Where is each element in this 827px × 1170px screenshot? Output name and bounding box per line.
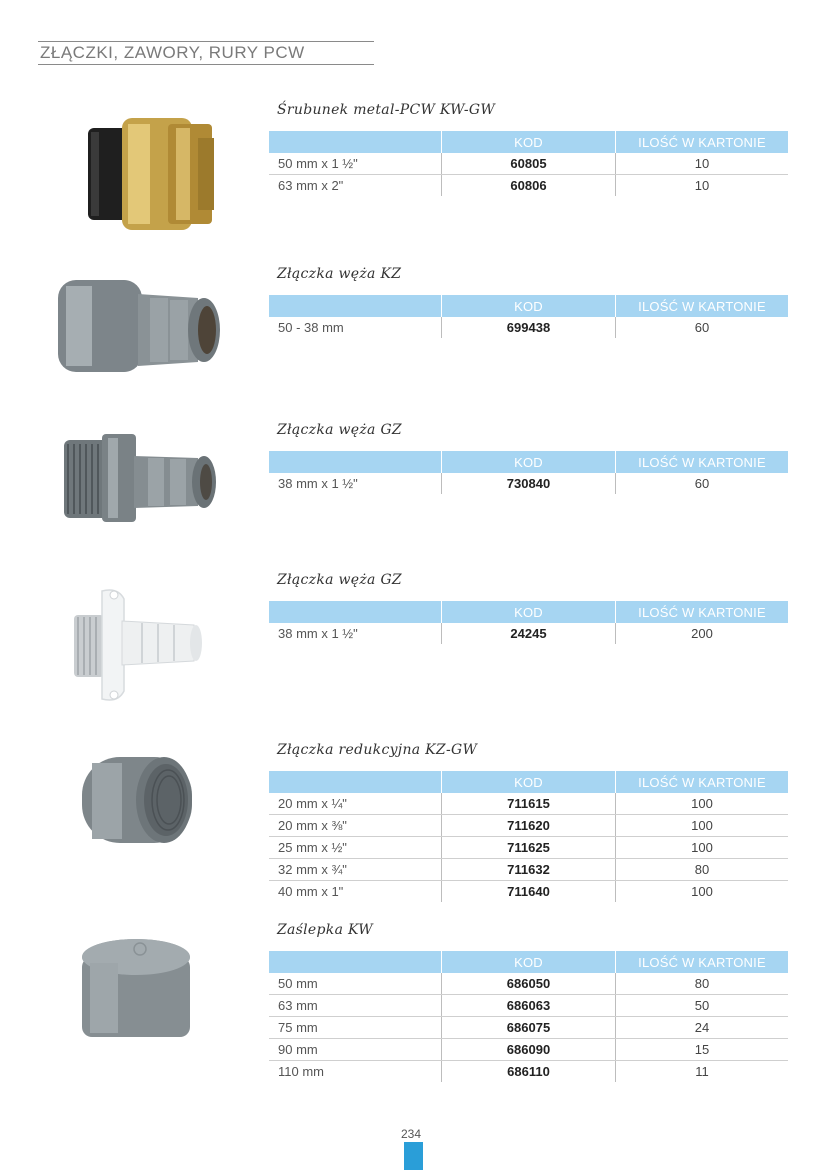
table-row	[269, 623, 788, 644]
cell-size: 38 mm x 1 ½"	[278, 626, 358, 641]
table-row	[269, 175, 788, 197]
cell-size: 50 mm x 1 ½"	[269, 153, 442, 175]
col-size	[269, 771, 442, 793]
spec-table	[269, 295, 788, 338]
page-number: 234	[401, 1127, 422, 1141]
table-row	[269, 815, 788, 837]
table-row	[269, 837, 788, 859]
table-row	[269, 473, 788, 494]
cell-qty: 50	[616, 995, 789, 1017]
spec-table	[269, 601, 788, 644]
col-code: KOD	[442, 771, 616, 793]
col-size	[269, 295, 442, 317]
cell-size: 63 mm x 2"	[278, 178, 344, 193]
col-qty: ILOŚĆ W KARTONIE	[616, 295, 789, 317]
spec-table	[269, 771, 788, 902]
table-row	[269, 973, 788, 995]
col-qty: ILOŚĆ W KARTONIE	[616, 451, 789, 473]
cell-size: 110 mm	[278, 1064, 324, 1079]
cell-code: 60806	[442, 175, 616, 197]
table-row	[269, 1039, 788, 1061]
cell-qty: 15	[616, 1039, 789, 1061]
col-qty: ILOŚĆ W KARTONIE	[616, 601, 789, 623]
product-title: Złączka węża KZ	[277, 266, 402, 282]
cell-qty: 200	[616, 623, 789, 644]
cell-code: 711615	[442, 793, 616, 815]
cell-code: 686110	[442, 1061, 616, 1083]
page-tab-marker	[404, 1142, 423, 1170]
cell-code: 24245	[442, 623, 616, 644]
cell-size: 38 mm x 1 ½"	[278, 476, 358, 491]
cell-code: 730840	[442, 473, 616, 494]
col-qty: ILOŚĆ W KARTONIE	[616, 951, 789, 973]
col-size	[269, 131, 442, 153]
white-hose-connector-image	[58, 585, 238, 705]
table-row	[269, 317, 788, 338]
cell-code: 686090	[442, 1039, 616, 1061]
reducing-coupling-image	[58, 755, 238, 847]
cell-code: 686063	[442, 995, 616, 1017]
cell-code: 699438	[442, 317, 616, 338]
table-row	[269, 1017, 788, 1039]
cell-code: 686075	[442, 1017, 616, 1039]
cell-qty: 60	[616, 473, 789, 494]
cell-qty: 10	[616, 153, 789, 175]
cell-code: 711632	[442, 859, 616, 881]
cell-qty: 60	[616, 317, 789, 338]
cell-size: 63 mm	[269, 995, 442, 1017]
product-title: Zaślepka KW	[277, 922, 373, 938]
table-row	[269, 153, 788, 175]
col-size	[269, 951, 442, 973]
col-code: KOD	[442, 951, 616, 973]
cell-code: 711640	[442, 881, 616, 903]
cell-size: 20 mm x ¼"	[269, 793, 442, 815]
table-row	[269, 1061, 788, 1083]
table-row	[269, 793, 788, 815]
product-title: Złączka węża GZ	[277, 422, 402, 438]
brass-union-image	[58, 110, 238, 235]
cell-qty: 100	[616, 815, 789, 837]
hose-connector-image	[58, 272, 238, 377]
cell-size: 50 mm	[269, 973, 442, 995]
cell-size: 32 mm x ¾"	[269, 859, 442, 881]
page-header	[38, 41, 374, 65]
cell-qty: 11	[616, 1061, 789, 1083]
col-code: KOD	[442, 131, 616, 153]
cell-qty: 24	[616, 1017, 789, 1039]
page-header-title: ZŁĄCZKI, ZAWORY, RURY PCW	[40, 43, 305, 62]
cell-code: 711625	[442, 837, 616, 859]
product-title: Złączka redukcyjna KZ-GW	[277, 742, 478, 758]
cell-size: 75 mm	[269, 1017, 442, 1039]
col-size	[269, 451, 442, 473]
cell-size: 20 mm x ⅜"	[269, 815, 442, 837]
cell-size: 40 mm x 1"	[278, 884, 344, 899]
col-size	[269, 601, 442, 623]
col-code: KOD	[442, 451, 616, 473]
spec-table	[269, 951, 788, 1082]
cell-size: 25 mm x ½"	[269, 837, 442, 859]
col-qty: ILOŚĆ W KARTONIE	[616, 131, 789, 153]
cell-qty: 80	[616, 973, 789, 995]
cell-qty: 100	[616, 881, 789, 903]
cell-qty: 10	[616, 175, 789, 197]
cell-qty: 80	[616, 859, 789, 881]
cell-code: 686050	[442, 973, 616, 995]
end-cap-image	[58, 935, 238, 1045]
spec-table	[269, 131, 788, 196]
col-code: KOD	[442, 601, 616, 623]
table-row	[269, 881, 788, 903]
threaded-hose-connector-image	[58, 430, 238, 525]
spec-table	[269, 451, 788, 494]
product-title: Złączka węża GZ	[277, 572, 402, 588]
cell-size: 50 - 38 mm	[278, 320, 344, 335]
cell-code: 711620	[442, 815, 616, 837]
col-qty: ILOŚĆ W KARTONIE	[616, 771, 789, 793]
table-row	[269, 995, 788, 1017]
cell-code: 60805	[442, 153, 616, 175]
col-code: KOD	[442, 295, 616, 317]
cell-size: 90 mm	[269, 1039, 442, 1061]
table-row	[269, 859, 788, 881]
cell-qty: 100	[616, 837, 789, 859]
product-title: Śrubunek metal-PCW KW-GW	[277, 102, 496, 118]
cell-qty: 100	[616, 793, 789, 815]
